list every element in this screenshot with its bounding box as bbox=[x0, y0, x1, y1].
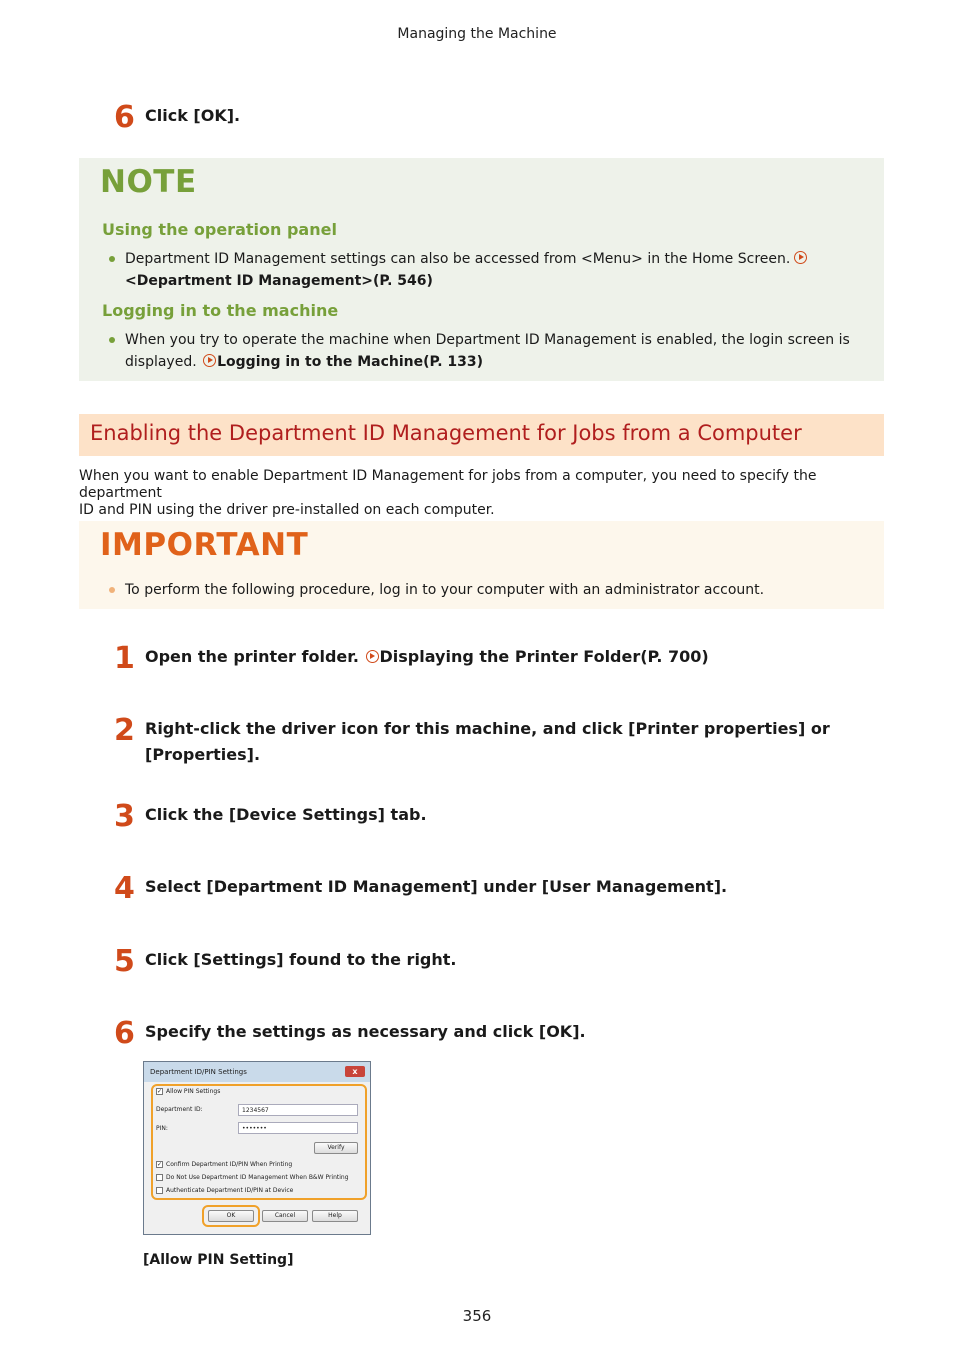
step-number: 1 bbox=[114, 641, 135, 676]
confirm-label: Confirm Department ID/PIN When Printing bbox=[166, 1161, 293, 1168]
step-label: Open the printer folder. bbox=[145, 647, 359, 666]
ok-button[interactable]: OK bbox=[208, 1210, 254, 1222]
paragraph-line: ID and PIN using the driver pre-installed on each computer. bbox=[79, 502, 495, 518]
bullet-text: Department ID Management settings can also be accessed from <Menu> in the Home Screen. bbox=[125, 251, 791, 267]
note-bullet bbox=[125, 248, 865, 292]
bullet-icon bbox=[109, 337, 115, 343]
note-bullet bbox=[125, 329, 865, 373]
step-number: 6 bbox=[114, 100, 135, 135]
department-id-pin-dialog bbox=[143, 1061, 371, 1235]
close-icon[interactable]: x bbox=[345, 1066, 365, 1077]
page-number: 356 bbox=[462, 1307, 492, 1325]
step-label: Right-click the driver icon for this machine, and click [Printer properties] or bbox=[145, 719, 830, 738]
confirm-checkbox[interactable]: ✓ bbox=[157, 1161, 163, 1168]
step-number: 6 bbox=[114, 1016, 135, 1051]
step-number: 5 bbox=[114, 944, 135, 979]
section-title: Enabling the Department ID Management for Jobs from a Computer bbox=[90, 421, 802, 445]
cross-reference-link[interactable]: Logging in to the Machine(P. 133) bbox=[217, 354, 484, 370]
no-bw-checkbox[interactable] bbox=[156, 1174, 163, 1181]
note-title: NOTE bbox=[100, 164, 197, 200]
bullet-text: displayed. bbox=[125, 354, 197, 370]
important-title: IMPORTANT bbox=[100, 527, 309, 563]
running-header: Managing the Machine bbox=[397, 26, 557, 42]
step-label: [Properties]. bbox=[145, 745, 261, 764]
note-subheading: Using the operation panel bbox=[102, 220, 337, 239]
authenticate-label: Authenticate Department ID/PIN at Device bbox=[166, 1187, 294, 1194]
step-text bbox=[145, 644, 709, 670]
no-bw-label: Do Not Use Department ID Management When B&W Printing bbox=[166, 1174, 349, 1181]
authenticate-checkbox[interactable] bbox=[156, 1187, 163, 1194]
note-subheading: Logging in to the machine bbox=[102, 301, 339, 320]
cancel-button[interactable]: Cancel bbox=[262, 1210, 308, 1222]
cross-reference-link[interactable]: <Department ID Management>(P. 546) bbox=[125, 273, 433, 289]
bullet-icon bbox=[109, 256, 115, 262]
verify-button[interactable]: Verify bbox=[314, 1142, 358, 1154]
paragraph-line: When you want to enable Department ID Management for jobs from a computer, you need to specify the department bbox=[79, 468, 817, 501]
dialog-titlebar bbox=[144, 1062, 370, 1082]
step-text: Click the [Device Settings] tab. bbox=[145, 805, 427, 824]
allow-pin-checkbox[interactable]: ✓ bbox=[157, 1088, 163, 1095]
step-text: Specify the settings as necessary and click [OK]. bbox=[145, 1022, 586, 1041]
step-number: 4 bbox=[114, 871, 135, 906]
allow-pin-label: Allow PIN Settings bbox=[166, 1088, 221, 1095]
bullet-text: When you try to operate the machine when Department ID Management is enabled, the login screen is bbox=[125, 332, 850, 348]
department-id-field[interactable]: 1234567 bbox=[238, 1104, 358, 1116]
cross-reference-link[interactable]: Displaying the Printer Folder(P. 700) bbox=[379, 647, 709, 666]
section-paragraph bbox=[79, 468, 884, 519]
figure-caption: [Allow PIN Setting] bbox=[143, 1252, 294, 1268]
important-bullet: To perform the following procedure, log in to your computer with an administrator account. bbox=[125, 582, 765, 598]
step-text: Click [Settings] found to the right. bbox=[145, 950, 457, 969]
help-button[interactable]: Help bbox=[312, 1210, 358, 1222]
department-id-label: Department ID: bbox=[156, 1106, 203, 1113]
dialog-title: Department ID/PIN Settings bbox=[150, 1068, 247, 1076]
step-text: Select [Department ID Management] under [User Management]. bbox=[145, 877, 728, 896]
step-text: Click [OK]. bbox=[145, 106, 241, 125]
link-arrow-icon[interactable] bbox=[203, 354, 216, 367]
pin-field[interactable]: ••••••• bbox=[238, 1122, 358, 1134]
step-text bbox=[145, 716, 865, 768]
step-number: 3 bbox=[114, 799, 135, 834]
link-arrow-icon[interactable] bbox=[366, 650, 379, 663]
link-arrow-icon[interactable] bbox=[794, 251, 807, 264]
pin-label: PIN: bbox=[156, 1125, 168, 1132]
bullet-icon bbox=[109, 587, 115, 593]
step-number: 2 bbox=[114, 713, 135, 748]
